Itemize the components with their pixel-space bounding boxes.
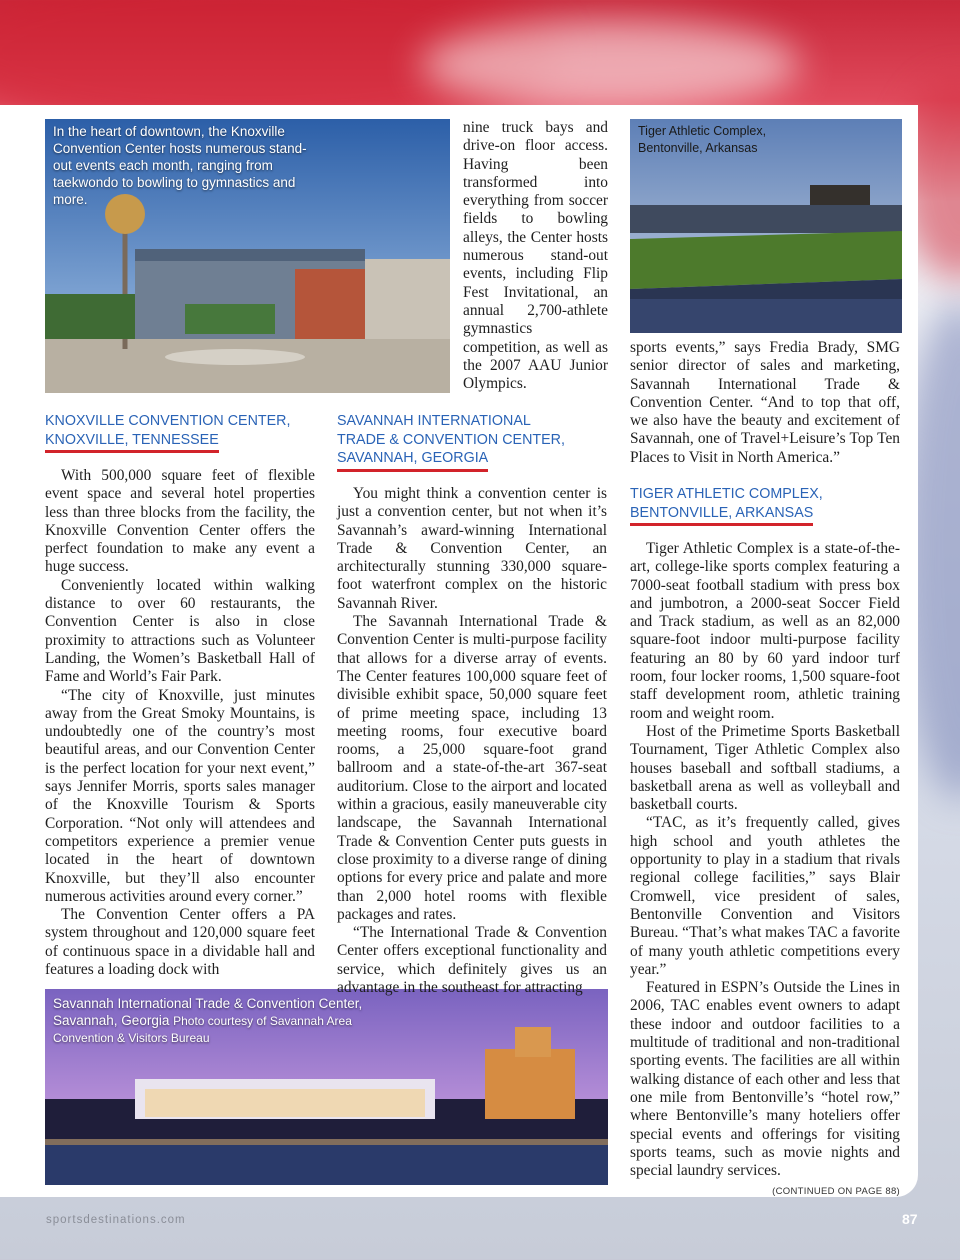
savannah-paragraph: The Savannah International Trade & Convention Center is multi-purpose facility that allows for a diverse array of events. The Center features 100,000 square feet of divisible exhibit space, 50,000 square feet of prime meeting space, including 13 meeting rooms, four executive board rooms, a 25,000 square-foot grand ballroom and a state-of-the-art 367-seat auditorium. Close to the airport and located within a gracious, easily maneuverable city landscape, the Savannah International Trade & Convention Center puts guests in close proximity to a diverse range of dining options for every price and palate and more than 2,000 hotel rooms with flexible packages and rates. (337, 613, 607, 923)
savannah-credit-line2: Convention & Visitors Bureau (53, 1031, 210, 1045)
tiger-caption-line1: Tiger Athletic Complex, (638, 124, 767, 138)
savannah-caption-line1: Savannah International Trade & Convention Center, (53, 996, 363, 1011)
knoxville-continuation (463, 119, 608, 393)
tiger-heading-line2: BENTONVILLE, ARKANSAS (630, 504, 813, 527)
savannah-heading (337, 412, 617, 472)
tiger-heading (630, 485, 910, 526)
knoxville-paragraph: Conveniently located within walking distance to over 60 restaurants, the Convention Center is also in close proximity to attractions such as Volunteer Landing, the Women’s Basketball Hall of Fame and World’s Fair Park. (45, 576, 315, 686)
page-number: 87 (902, 1211, 918, 1227)
savannah-continuation (630, 339, 900, 467)
savannah-heading-line1: SAVANNAH INTERNATIONAL (337, 413, 531, 429)
savannah-continuation-text: sports events,” says Fredia Brady, SMG senior director of sales and marketing, Savannah International Trade & Convention Center. “And to top that off, we also have the beauty and excitement of Savannah, one of Travel+Leisure’s Top Ten Places to Visit in North America.” (630, 339, 900, 466)
tiger-paragraph: Host of the Primetime Sports Basketball Tournament, Tiger Athletic Complex also houses baseball and softball stadiums, a basketball arena as well as volleyball and basketball courts. (630, 722, 900, 814)
savannah-article (337, 485, 607, 997)
knoxville-article (45, 467, 315, 979)
savannah-photo-caption (53, 995, 433, 1047)
tiger-paragraph: “TAC, as it’s frequently called, gives high school and youth athletes the opportunity to play in a stadium that rivals regional college facilities,” says Blair Cromwell, vice president of sales, Bentonville Convention and Visitors Bureau. “That’s what makes TAC a favorite of many youth athletic competitions every year.” (630, 814, 900, 978)
savannah-paragraph: “The International Trade & Convention Center offers exceptional functionality and service, which definitely gives us an advantage in the southeast for attracting (337, 924, 607, 997)
background-blob-white (420, 20, 800, 110)
tiger-paragraph: Featured in ESPN’s Outside the Lines in 2006, TAC enables event owners to adapt these indoor and outdoor facilities to a multitude of traditional and non-traditional sporting events. The facilities are all within walking distance of each other and less that one mile from Bentonville’s “hotel row,” where Bentonville’s many hoteliers offer special events and offerings for visiting sports teams, such as movie nights and special laundry services. (630, 979, 900, 1180)
knoxville-heading (45, 412, 335, 453)
footer-website: sportsdestinations.com (46, 1214, 186, 1226)
knoxville-heading-line1: KNOXVILLE CONVENTION CENTER, (45, 413, 291, 429)
savannah-heading-line3: SAVANNAH, GEORGIA (337, 449, 488, 472)
savannah-heading-line2: TRADE & CONVENTION CENTER, (337, 431, 565, 448)
knoxville-paragraph: “The city of Knoxville, just minutes away from the Great Smoky Mountains, is undoubtedly one of the country’s most beautiful areas, and our Convention Center is the perfect location for your next event,” says Jennifer Morris, sports sales manager of the Knoxville Tourism & Sports Corporation. “Not only will attendees and competitors experience a premier venue located in the heart of downtown Knoxville, but they’ll also encounter numerous activities around every corner.” (45, 686, 315, 905)
knoxville-continuation-text: nine truck bays and drive-on floor access. Having been transformed into everything from soccer fields to bowling alleys, the Center hosts numerous stand-out events, including Flip Fest Invitational, an annual 2,700-athlete gymnastics competition, as well as the 2007 AAU Junior Olympics. (463, 119, 608, 393)
savannah-credit-line1: Photo courtesy of Savannah Area (173, 1014, 352, 1028)
savannah-caption-line2: Savannah, Georgia (53, 1013, 170, 1028)
knoxville-paragraph: The Convention Center offers a PA system throughout and 120,000 square feet of continuous space in a dividable hall and features a loading dock with (45, 906, 315, 979)
tiger-paragraph: Tiger Athletic Complex is a state-of-the-art, college-like sports complex featuring a 7000-seat football stadium with press box and jumbotron, a 2000-seat Soccer Field and Track stadium, as well as an 82,000 square-foot indoor multi-purpose facility featuring an 80 by 60 yard indoor turf room, four locker rooms, 1,500 square-foot staff development room, athletic training room and weight room. (630, 540, 900, 722)
savannah-paragraph: You might think a convention center is just a convention center, but not when it’s Savannah’s award-winning International Trade & Convention Center, an architecturally stunning 330,000 square-foot waterfront complex on the historic Savannah River. (337, 485, 607, 612)
knoxville-paragraph: With 500,000 square feet of flexible event space and several hotel properties less than three blocks from the facility, the Knoxville Convention Center offers the perfect foundation to make any event a huge success. (45, 467, 315, 576)
knoxville-heading-line2: KNOXVILLE, TENNESSEE (45, 431, 219, 454)
tiger-heading-line1: TIGER ATHLETIC COMPLEX, (630, 486, 823, 502)
continued-notice: (CONTINUED ON PAGE 88) (772, 1186, 900, 1198)
tiger-photo-caption (638, 123, 828, 157)
tiger-caption-line2: Bentonville, Arkansas (638, 141, 758, 155)
knoxville-photo-caption: In the heart of downtown, the Knoxville Convention Center hosts numerous stand-out events each month, ranging from taekwondo to bowling to gymnastics and more. (53, 124, 307, 207)
tiger-article (630, 540, 900, 1202)
